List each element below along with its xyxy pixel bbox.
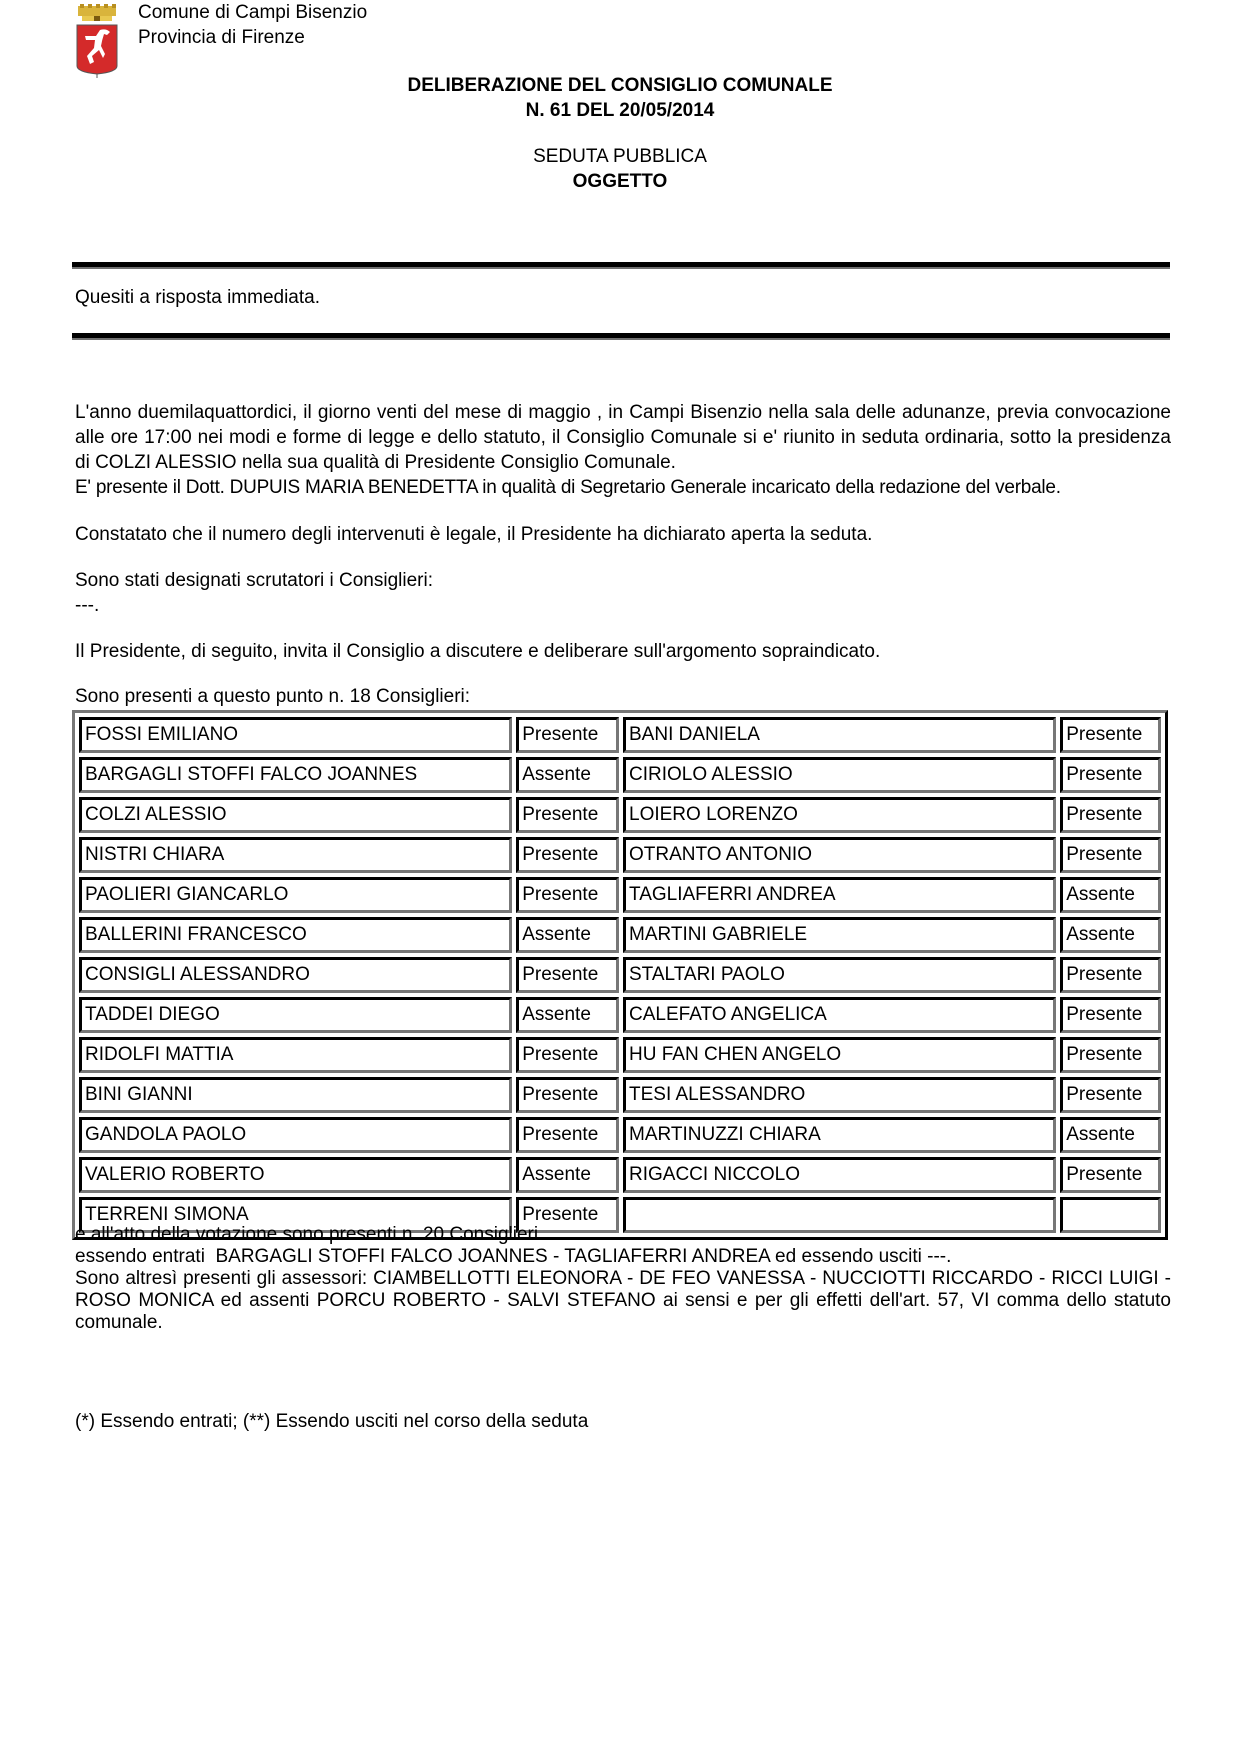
attendance-status: Presente bbox=[516, 1117, 619, 1153]
councillor-name: BARGAGLI STOFFI FALCO JOANNES bbox=[79, 757, 512, 793]
footnote-legend: (*) Essendo entrati; (**) Essendo usciti nel corso della seduta bbox=[75, 1411, 589, 1432]
document-title bbox=[0, 73, 1240, 123]
assessors-list: Sono altresì presenti gli assessori: CIAMBELLOTTI ELEONORA - DE FEO VANESSA - NUCCIOTTI RICCARDO - RICCI LUIGI - ROSO MONICA ed assenti PORCU ROBERTO - SALVI STEFANO ai sensi e per gli effetti dell'art. 57, VI comma dello statuto comunale. bbox=[75, 1268, 1171, 1333]
attendance-status: Assente bbox=[516, 757, 619, 793]
attendance-status: Assente bbox=[1060, 877, 1161, 913]
attendance-status: Presente bbox=[516, 1197, 619, 1233]
attendance-table bbox=[72, 710, 1168, 1240]
attendance-status: Presente bbox=[1060, 797, 1161, 833]
councillor-name: LOIERO LORENZO bbox=[623, 797, 1056, 833]
intro-text: L'anno duemilaquattordici, il giorno venti del mese di maggio , in Campi Bisenzio nella sala delle adunanze, previa convocazione alle ore 17:00 nei modi e forme di legge e dello statuto, il Consiglio Comunale si e' riunito in seduta ordinaria, sotto la presidenza di COLZI ALESSIO nella sua qualità di Presidente Consiglio Comunale. bbox=[75, 402, 1171, 473]
attendance-status: Assente bbox=[516, 917, 619, 953]
subject-divider-bottom bbox=[72, 333, 1170, 340]
councillor-name: BALLERINI FRANCESCO bbox=[79, 917, 512, 953]
councillor-name: NISTRI CHIARA bbox=[79, 837, 512, 873]
councillor-name: MARTINI GABRIELE bbox=[623, 917, 1056, 953]
councillor-name: CALEFATO ANGELICA bbox=[623, 997, 1056, 1033]
attendance-status: Presente bbox=[516, 1037, 619, 1073]
attendance-status: Presente bbox=[516, 717, 619, 753]
province-name: Provincia di Firenze bbox=[138, 27, 305, 48]
scrutineers-value: ---. bbox=[75, 595, 100, 616]
table-row bbox=[79, 797, 1161, 833]
attendance-status: Presente bbox=[1060, 957, 1161, 993]
subject-divider-top bbox=[72, 262, 1170, 269]
attendance-status: Assente bbox=[1060, 917, 1161, 953]
issuing-authority bbox=[138, 0, 367, 50]
attendance-status: Presente bbox=[1060, 1077, 1161, 1113]
secretary-text: E' presente il Dott. DUPUIS MARIA BENEDETTA in qualità di Segretario Generale incaricato della redazione del verbale. bbox=[75, 477, 1061, 498]
subject-text: Quesiti a risposta immediata. bbox=[75, 287, 320, 308]
invitation-paragraph: Il Presidente, di seguito, invita il Consiglio a discutere e deliberare sull'argomento sopraindicato. bbox=[75, 641, 881, 662]
scrutineers-label: Sono stati designati scrutatori i Consiglieri: bbox=[75, 570, 434, 591]
opening-paragraph bbox=[75, 400, 1171, 500]
attendance-status: Presente bbox=[516, 877, 619, 913]
quorum-paragraph: Constatato che il numero degli intervenuti è legale, il Presidente ha dichiarato aperta la seduta. bbox=[75, 524, 873, 545]
attendance-status: Presente bbox=[1060, 717, 1161, 753]
attendance-status: Presente bbox=[1060, 1037, 1161, 1073]
attendance-status: Presente bbox=[1060, 757, 1161, 793]
scrutineers-paragraph bbox=[75, 568, 1171, 618]
councillor-name: VALERIO ROBERTO bbox=[79, 1157, 512, 1193]
session-type: SEDUTA PUBBLICA bbox=[533, 146, 707, 167]
table-row bbox=[79, 837, 1161, 873]
table-row bbox=[79, 1157, 1161, 1193]
attendance-status: Presente bbox=[516, 957, 619, 993]
councillor-name: CONSIGLI ALESSANDRO bbox=[79, 957, 512, 993]
attendance-status: Presente bbox=[1060, 837, 1161, 873]
councillor-name: BINI GIANNI bbox=[79, 1077, 512, 1113]
attendance-status: Assente bbox=[516, 1157, 619, 1193]
attendance-status: Presente bbox=[1060, 997, 1161, 1033]
attendance-status: Presente bbox=[516, 1077, 619, 1113]
table-row bbox=[79, 1117, 1161, 1153]
entered-exited-list: essendo entrati BARGAGLI STOFFI FALCO JOANNES - TAGLIAFERRI ANDREA ed essendo usciti ---. bbox=[75, 1246, 952, 1267]
councillor-name: STALTARI PAOLO bbox=[623, 957, 1056, 993]
table-row bbox=[79, 717, 1161, 753]
attendance-status: Presente bbox=[516, 797, 619, 833]
title-line-deliberation: DELIBERAZIONE DEL CONSIGLIO COMUNALE bbox=[407, 75, 833, 96]
councillor-name: TADDEI DIEGO bbox=[79, 997, 512, 1033]
table-row bbox=[79, 957, 1161, 993]
table-row bbox=[79, 1037, 1161, 1073]
attendance-status: Presente bbox=[1060, 1157, 1161, 1193]
subject-label: OGGETTO bbox=[572, 171, 668, 192]
councillor-name: BANI DANIELA bbox=[623, 717, 1056, 753]
municipality-name: Comune di Campi Bisenzio bbox=[138, 2, 368, 23]
coat-of-arms-icon bbox=[74, 4, 120, 80]
councillor-name: HU FAN CHEN ANGELO bbox=[623, 1037, 1056, 1073]
voting-present-count: e all'atto della votazione sono presenti n. 20 Consiglieri bbox=[75, 1224, 539, 1245]
councillor-name: GANDOLA PAOLO bbox=[79, 1117, 512, 1153]
table-row bbox=[79, 757, 1161, 793]
councillor-name: PAOLIERI GIANCARLO bbox=[79, 877, 512, 913]
councillor-name: COLZI ALESSIO bbox=[79, 797, 512, 833]
table-row bbox=[79, 917, 1161, 953]
attendance-status: Assente bbox=[516, 997, 619, 1033]
councillor-name: CIRIOLO ALESSIO bbox=[623, 757, 1056, 793]
voting-summary bbox=[75, 1224, 1171, 1334]
attendance-status: Assente bbox=[1060, 1117, 1161, 1153]
councillor-name: TAGLIAFERRI ANDREA bbox=[623, 877, 1056, 913]
title-line-number-date: N. 61 DEL 20/05/2014 bbox=[525, 100, 715, 121]
table-row bbox=[79, 997, 1161, 1033]
table-row bbox=[79, 877, 1161, 913]
session-info bbox=[0, 144, 1240, 194]
councillor-name: OTRANTO ANTONIO bbox=[623, 837, 1056, 873]
attendance-status: Presente bbox=[516, 837, 619, 873]
present-count: Sono presenti a questo punto n. 18 Consiglieri: bbox=[75, 686, 471, 707]
councillor-name: TERRENI SIMONA bbox=[79, 1197, 512, 1233]
councillor-name: RIGACCI NICCOLO bbox=[623, 1157, 1056, 1193]
councillor-name: TESI ALESSANDRO bbox=[623, 1077, 1056, 1113]
table-row bbox=[79, 1077, 1161, 1113]
councillor-name: FOSSI EMILIANO bbox=[79, 717, 512, 753]
councillor-name: MARTINUZZI CHIARA bbox=[623, 1117, 1056, 1153]
councillor-name: RIDOLFI MATTIA bbox=[79, 1037, 512, 1073]
